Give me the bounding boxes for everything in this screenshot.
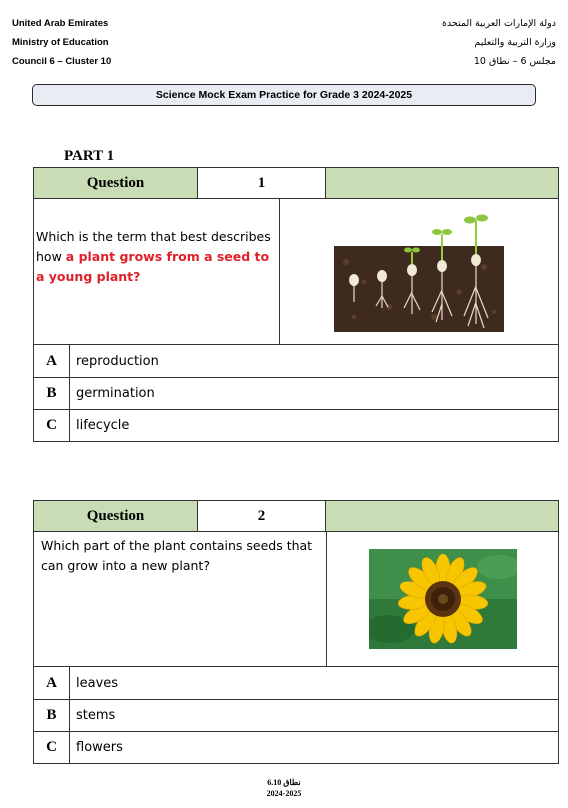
header-country: United Arab Emirates <box>12 18 109 29</box>
option-letter: B <box>34 700 70 731</box>
header-left <box>12 14 111 71</box>
question-1-header <box>33 167 559 199</box>
exam-title: Science Mock Exam Practice for Grade 3 2024-2025 <box>32 84 536 106</box>
option-c[interactable] <box>34 409 558 441</box>
option-letter: A <box>34 345 70 377</box>
question-header-blank <box>326 501 558 531</box>
header-ministry: Ministry of Education <box>12 37 109 48</box>
footer-cluster: نطاق 6.10 <box>267 778 301 787</box>
option-b[interactable] <box>34 699 558 731</box>
question-2-body <box>33 532 559 667</box>
question-1-text: Which is the term that best describes how a plant grows from a seed to a young plant? <box>36 229 271 284</box>
option-c[interactable] <box>34 731 558 763</box>
header-right <box>442 14 556 71</box>
question-1-highlight: a plant grows from a seed to a young plant? <box>36 249 270 284</box>
option-letter: B <box>34 378 70 409</box>
question-header-blank <box>326 168 558 198</box>
option-text: reproduction <box>76 353 159 369</box>
question-1-body <box>33 199 559 345</box>
header-council-ar: مجلس 6 – نطاق 10 <box>473 56 556 67</box>
question-number: 2 <box>198 501 326 531</box>
footer <box>0 777 568 799</box>
option-a[interactable] <box>34 667 558 699</box>
seed-germination-image <box>334 212 504 332</box>
question-2-options <box>33 667 559 764</box>
option-text: stems <box>76 708 116 723</box>
question-label: Question <box>34 501 198 531</box>
question-2-image-cell <box>326 532 558 666</box>
option-text: leaves <box>76 675 119 691</box>
option-text: lifecycle <box>76 418 130 433</box>
question-number: 1 <box>198 168 326 198</box>
option-b[interactable] <box>34 377 558 409</box>
question-2-text: Which part of the plant contains seeds that can grow into a new plant? <box>41 538 313 573</box>
header-country-ar: دولة الإمارات العربية المتحدة <box>441 18 556 29</box>
option-a[interactable] <box>34 345 558 377</box>
header-ministry-ar: وزارة التربية والتعليم <box>474 37 556 48</box>
option-letter: C <box>34 732 70 763</box>
option-text: germination <box>76 386 155 401</box>
option-letter: C <box>34 410 70 441</box>
question-1-image-cell <box>279 199 558 344</box>
question-1-options <box>33 345 559 442</box>
option-letter: A <box>34 667 70 699</box>
question-2-header <box>33 500 559 532</box>
sunflower-image <box>369 549 517 649</box>
footer-year: 2024-2025 <box>266 789 302 798</box>
part-heading: PART 1 <box>64 148 115 164</box>
question-label: Question <box>34 168 198 198</box>
option-text: flowers <box>76 740 123 755</box>
header-council: Council 6 – Cluster 10 <box>12 56 112 67</box>
